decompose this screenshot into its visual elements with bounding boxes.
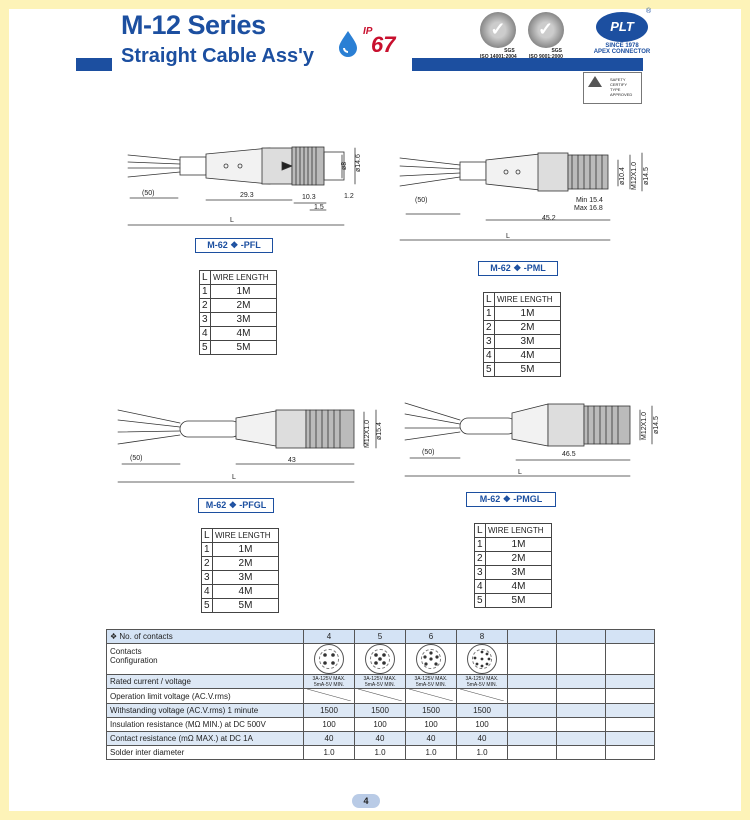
spec-row-label: Rated current / voltage (107, 675, 304, 689)
iso14001-cert: ✓ SGS ISO 14001:2004 (480, 12, 517, 60)
part-label-pfl: M-62 ❖ -PFL (195, 238, 273, 253)
contacts-count: 5 (355, 630, 406, 644)
ip-prefix: IP (363, 26, 373, 37)
part-label-pml: M-62 ❖ -PML (478, 261, 558, 276)
table-row: 2 2M (200, 299, 277, 313)
table-row: 4 4M (200, 327, 277, 341)
dim-label: Min 15.4 (576, 197, 603, 204)
dim-label: ø8 (341, 161, 348, 170)
dim-label: L (230, 217, 234, 224)
iso9001-cert: ✓ SGS ISO 9001:2000 (528, 12, 564, 60)
contacts-count: 8 (457, 630, 508, 644)
wire-length-table-pfl: L WIRE LENGTH 1 1M 2 2M 3 3M 4 4M 5 5M (199, 270, 277, 355)
series-title: M-12 Series (121, 10, 266, 40)
dim-label: L (506, 233, 510, 240)
dim-label: L (518, 469, 522, 476)
dim-label: (50) (422, 449, 435, 456)
pin-config-5-icon (355, 644, 406, 675)
contacts-count: 6 (406, 630, 457, 644)
table-row: 5 5M (484, 363, 561, 377)
pml-drawing (400, 153, 642, 240)
table-row: 5 5M (200, 341, 277, 355)
table-row: 3 3M (484, 335, 561, 349)
contacts-count (557, 630, 606, 644)
tuv-approval-mark: SAFETY CERTIFY TYPE APPROVED (583, 72, 642, 104)
table-row: 1 1M (475, 538, 552, 552)
dim-label: (50) (415, 197, 428, 204)
dim-label: (50) (130, 455, 143, 462)
spec-row-label: Withstanding voltage (AC.V.rms) 1 minute (107, 704, 304, 718)
plt-brand-logo: PLT SINCE 1978 APEX CONNECTOR (590, 12, 654, 55)
wire-length-table-pmgl: L WIRE LENGTH 1 1M 2 2M 3 3M 4 4M 5 5M (474, 523, 552, 608)
wire-length-table-pml: L WIRE LENGTH 1 1M 2 2M 3 3M 4 4M 5 5M (483, 292, 561, 377)
table-row: 1 1M (484, 307, 561, 321)
dim-label: 1.5 (314, 204, 324, 211)
table-row: 2 2M (202, 557, 279, 571)
table-row: 1 1M (202, 543, 279, 557)
dim-label: (50) (142, 190, 155, 197)
table-row: 4 4M (484, 349, 561, 363)
dim-label: M12X1.0 (641, 411, 648, 440)
table-row: 4 4M (202, 585, 279, 599)
registered-mark: ® (646, 8, 652, 15)
wire-length-table-pfgl: L WIRE LENGTH 1 1M 2 2M 3 3M 4 4M 5 5M (201, 528, 279, 613)
contacts-count (508, 630, 557, 644)
pfgl-drawing (118, 410, 376, 482)
dim-label: ø14.5 (643, 167, 650, 185)
table-row: 2 2M (475, 552, 552, 566)
table-row: 1 1M (200, 285, 277, 299)
spec-row-label: Solder inter diameter (107, 746, 304, 760)
spec-header-label: ❖ No. of contacts (107, 630, 304, 644)
pin-config-8-icon (457, 644, 508, 675)
spec-row-label: Contact resistance (mΩ MAX.) at DC 1A (107, 732, 304, 746)
dim-label: 29.3 (240, 192, 254, 199)
dim-label: L (232, 474, 236, 481)
dim-label: 10.3 (302, 194, 316, 201)
dim-label: 45.2 (542, 215, 556, 222)
dim-label: ø15.4 (376, 422, 383, 440)
table-row: 5 5M (202, 599, 279, 613)
table-row: 4 4M (475, 580, 552, 594)
pin-config-6-icon (406, 644, 457, 675)
table-row: 3 3M (475, 566, 552, 580)
pmgl-drawing (405, 403, 652, 476)
spec-row-label: Contacts Configuration (107, 644, 304, 675)
dim-label: Max 16.8 (574, 205, 603, 212)
pin-config-4-icon (304, 644, 355, 675)
table-row: 5 5M (475, 594, 552, 608)
table-row: 3 3M (202, 571, 279, 585)
dim-label: M12X1.0 (364, 419, 371, 448)
dim-label: ø10.4 (619, 167, 626, 185)
spec-row-label: Insulation resistance (MΩ MIN.) at DC 500V (107, 718, 304, 732)
dim-label: ø14.5 (653, 416, 660, 434)
ip-rating: 67 (371, 32, 396, 57)
table-row: 2 2M (484, 321, 561, 335)
dim-label: 1.2 (344, 193, 354, 200)
dim-label: 43 (288, 457, 296, 464)
specification-table: ❖ No. of contacts 4 5 6 8 Contacts Configuration Rated current / voltage 3A-125V MAX. 5mA-5V MIN. 3A-125V MAX. 5mA-5V MIN. 3A-125V MAX. 5mA-5V MIN. 3A-125V MAX. 5mA-5V MIN. Operation limit voltage (AC.V.rms) Withstanding voltage (AC.V.rms) 1 minute 1500 1500 1500 1500 Insulation resistance (MΩ MIN.) at DC 500V 100 100 100 100 Contact resistance (mΩ MAX.) at DC 1A 40 40 40 40 Solder inter diameter 1.0 1.0 1.0 1.0 (106, 629, 655, 760)
dim-label: 46.5 (562, 451, 576, 458)
dim-label: M12X1.0 (631, 161, 638, 190)
spec-row-label: Operation limit voltage (AC.V.rms) (107, 689, 304, 704)
dim-label: ø14.6 (355, 154, 362, 172)
contacts-count: 4 (304, 630, 355, 644)
page-number: 4 (352, 794, 380, 808)
contacts-count (606, 630, 655, 644)
table-row: 3 3M (200, 313, 277, 327)
part-label-pfgl: M-62 ❖ -PFGL (198, 498, 274, 513)
part-label-pmgl: M-62 ❖ -PMGL (466, 492, 556, 507)
product-subtitle: Straight Cable Ass'y (121, 45, 314, 67)
pfl-drawing (128, 147, 355, 225)
